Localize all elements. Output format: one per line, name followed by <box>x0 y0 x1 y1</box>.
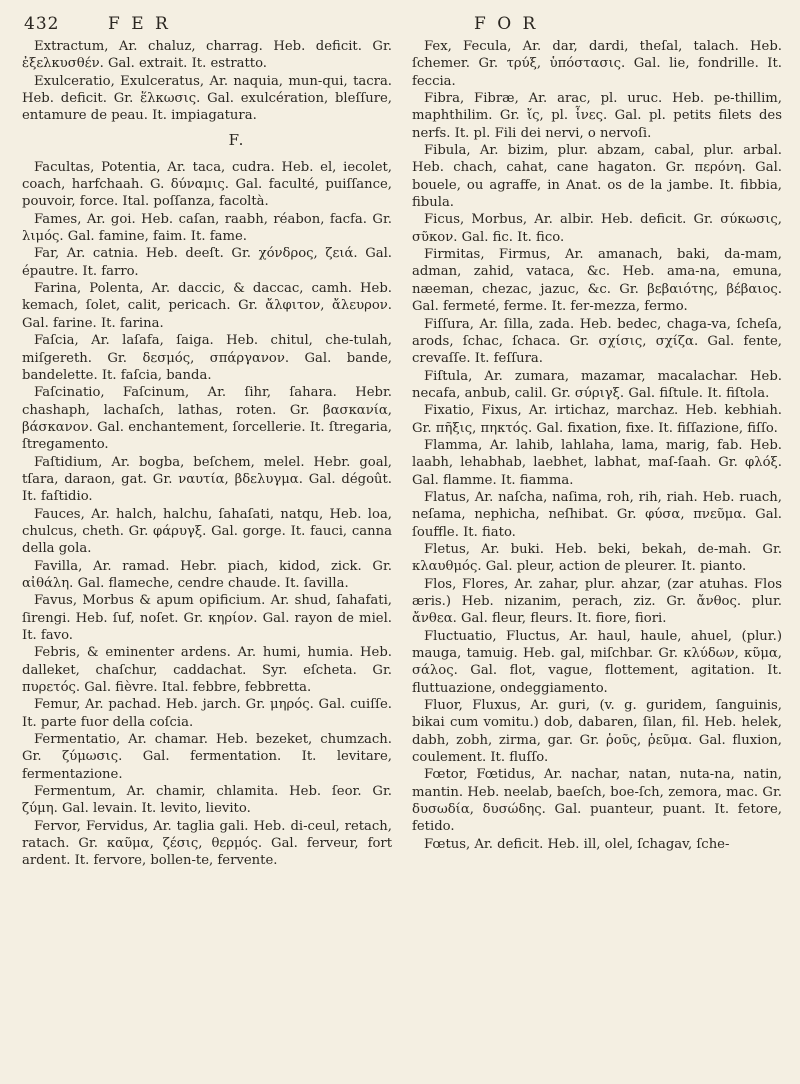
dictionary-entry: Ficus, Morbus, Ar. albir. Heb. deficit. Gr. σύκωσις, σῦκον. Gal. fic. It. fico. <box>412 212 782 245</box>
dictionary-entry: Fœtus, Ar. deficit. Heb. ill, olel, ſchagav, ſche- <box>424 836 730 852</box>
dictionary-entry: Fauces, Ar. halch, halchu, ſahaſati, natqu, Heb. loa, chulcus, cheth. Gr. φάρυγξ. Gal. gorge. It. fauci, canna della gola. <box>22 506 392 557</box>
page-header <box>22 8 782 38</box>
dictionary-entry: Fletus, Ar. buki. Heb. beki, bekah, de-mah. Gr. κλαυθμός. Gal. pleur, action de pleurer. It. pianto. <box>412 541 782 575</box>
dictionary-entry: Fluctuatio, Fluctus, Ar. haul, haule, ahuel, (plur.) mauga, tamuig. Heb. gal, miſchbar. Gr. κλύδων, κῦμα, σάλος. Gal. flot, vague, flottement, agitation. It. fluttuazione, ondeggiamento. <box>412 628 782 696</box>
dictionary-entry: Faſtidium, Ar. bogba, beſchem, melel. Hebr. goal, tſara, daraon, gat. Gr. ναυτία, βδελυγμα. Gal. dégoût. It. faſtidio. <box>22 454 392 505</box>
dictionary-entry: Fex, Fecula, Ar. dar, dardi, theſal, talach. Heb. ſchemer. Gr. τρύξ, ὑπόστασις. Gal. lie, fondrille. It. feccia. <box>412 39 782 89</box>
right-running-head: F O R <box>474 14 539 34</box>
dictionary-entry: Firmitas, Firmus, Ar. amanach, baki, da-mam, adman, zahid, vataca, &c. Heb. ama-na, emuna, næeman, chezac, jazuc, &c. Gr. βεβαιότης, βέβαιος. Gal. fermeté, ferme. It. fer-mezza, fermo. <box>412 247 782 315</box>
dictionary-entry: Flatus, Ar. naſcha, naſima, roh, rih, riah. Heb. ruach, neſama, nephicha, neſhibat. Gr. φύσα, πνεῦμα. Gal. ſouffle. It. fiato. <box>412 489 782 540</box>
dictionary-entry: Fervor, Fervidus, Ar. taglia gali. Heb. di-ceul, retach, ratach. Gr. καῦμα, ζέσις, θερμός. Gal. ferveur, fort ardent. It. fervore, bollen-te, fervente. <box>22 818 392 869</box>
dictionary-entry: Fermentum, Ar. chamir, chlamita. Heb. ſeor. Gr. ζύμη. Gal. levain. It. levito, lievito. <box>22 784 392 817</box>
dictionary-entry: Fibra, Fibræ, Ar. arac, pl. uruc. Heb. pe-thillim, maphthilim. Gr. ἴς, pl. ἶνες. Gal. pl. petits filets des nerfs. It. pl. Fili dei nervi, o nervoſi. <box>412 91 782 141</box>
dictionary-entry: Fermentatio, Ar. chamar. Heb. bezeket, chumzach. Gr. ζύμωσις. Gal. fermentation. It. levitare, fermentazione. <box>22 732 392 782</box>
dictionary-entry: Fixatio, Fixus, Ar. irtichaz, marchaz. Heb. kebhiah. Gr. πῆξις, πηκτός. Gal. fixation, fixe. It. fiſſazione, fiſſo. <box>412 403 782 436</box>
dictionary-entry: Facultas, Potentia, Ar. taca, cudra. Heb. el, iecolet, coach, harfchaah. G. δύναμις. Gal. faculté, puiſſance, pouvoir, force. Ital. poſſanza, facoltà. <box>22 159 392 210</box>
two-column-body <box>22 38 782 870</box>
left-column <box>22 38 392 870</box>
dictionary-entry: Exulceratio, Exulceratus, Ar. naquia, mun-qui, tacra. Heb. deficit. Gr. ἕλκωσις. Gal. exulcération, bleſſure, entamure de peau. It. impiagatura. <box>22 73 392 124</box>
dictionary-entry: Febris, & eminenter ardens. Ar. humi, humia. Heb. dalleket, chaſchur, caddachat. Syr. eſcheta. Gr. πυρετός. Gal. fièvre. Ital. febbre, febbretta. <box>22 645 392 696</box>
dictionary-entry: Extractum, Ar. chaluz, charrag. Heb. deficit. Gr. ἐξελκυσθέν. Gal. extrait. It. estratto. <box>22 39 392 72</box>
right-column <box>412 38 782 870</box>
page-number: 432 <box>24 14 60 34</box>
dictionary-entry: Femur, Ar. pachad. Heb. jarch. Gr. μηρός. Gal. cuiſſe. It. parte fuor della coſcia. <box>22 697 392 730</box>
dictionary-entry: Fœtor, Fœtidus, Ar. nachar, natan, nuta-na, natin, mantin. Heb. neelab, baeſch, boe-ſch, zemora, mac. Gr. δυσωδία, δυσώδης. Gal. puanteur, puant. It. fetore, fetido. <box>412 767 782 835</box>
dictionary-entry: Farina, Polenta, Ar. daccic, & daccac, camh. Heb. kemach, ſolet, calit, pericach. Gr. ἄλφιτον, ἄλευρον. Gal. farine. It. farina. <box>22 281 392 331</box>
dictionary-entry: Fiſtula, Ar. zumara, mazamar, macalachar. Heb. necafa, anbub, calil. Gr. σύριγξ. Gal. fiſtule. It. fiſtola. <box>412 368 782 401</box>
dictionary-entry: Fames, Ar. goi. Heb. caſan, raabh, réabon, facfa. Gr. λιμός. Gal. famine, faim. It. fame. <box>22 211 392 245</box>
dictionary-entry: Faſcia, Ar. laſafa, ſaiga. Heb. chitul, che-tulah, miſgereth. Gr. δεσμός, σπάργανον. Gal. bande, bandelette. It. faſcia, banda. <box>22 333 392 383</box>
dictionary-entry: Flos, Flores, Ar. zahar, plur. ahzar, (zar atuhas. Flos æris.) Heb. nizanim, perach, ziz. Gr. ἄνθος. plur. ἄνθεα. Gal. fleur, fleurs. It. fiore, fiori. <box>412 576 782 627</box>
dictionary-entry: Fiſſura, Ar. ſilla, zada. Heb. bedec, chaga-va, ſcheſa, arods, ſchac, ſchaca. Gr. σχίσις, σχίζα. Gal. fente, crevaſſe. It. feſſura. <box>412 316 782 367</box>
dictionary-entry: Fluor, Fluxus, Ar. guri, (v. g. guridem, ſanguinis, bikai cum vomitu.) dob, dabaren, ſilan, fil. Heb. helek, dabh, zobh, zirma, gar. Gr. ῥοῦς, ῥεῦμα. Gal. fluxion, coulement. It. fluſſo. <box>412 698 782 766</box>
left-running-head: F E R <box>108 14 171 34</box>
dictionary-entry: Fibula, Ar. bizim, plur. abzam, cabal, plur. arbal. Heb. chach, cahat, cane hagaton. Gr. περόνη. Gal. bouele, ou agraffe, in Anat. os de la jambe. It. fibbia, fibula. <box>412 143 782 211</box>
dictionary-entry: Favilla, Ar. ramad. Hebr. piach, kidod, zick. Gr. αἰθάλη. Gal. flameche, cendre chaude. It. ſavilla. <box>22 558 392 591</box>
dictionary-entry: Faſcinatio, Faſcinum, Ar. ſihr, ſahara. Hebr. chashaph, lachaſch, lathas, roten. Gr. βασκανία, βάσκανον. Gal. enchantement, ſorcellerie. It. ſtregaria, ſtregamento. <box>22 385 392 453</box>
section-letter-heading: F. <box>228 130 246 149</box>
dictionary-entry: Favus, Morbus & apum opificium. Ar. shud, ſahafati, ſirengi. Heb. ſuf, noſet. Gr. κηρίον. Gal. rayon de miel. It. favo. <box>22 593 392 643</box>
dictionary-entry: Flamma, Ar. lahib, lahlaha, lama, marig, fab. Heb. laabh, lehabhab, laebhet, labhat, maſ-ſaah. Gr. φλόξ. Gal. flamme. It. fiamma. <box>412 437 782 488</box>
dictionary-entry: Far, Ar. catnia. Heb. deeſt. Gr. χόνδρος, ζειά. Gal. épautre. It. farro. <box>22 246 392 279</box>
